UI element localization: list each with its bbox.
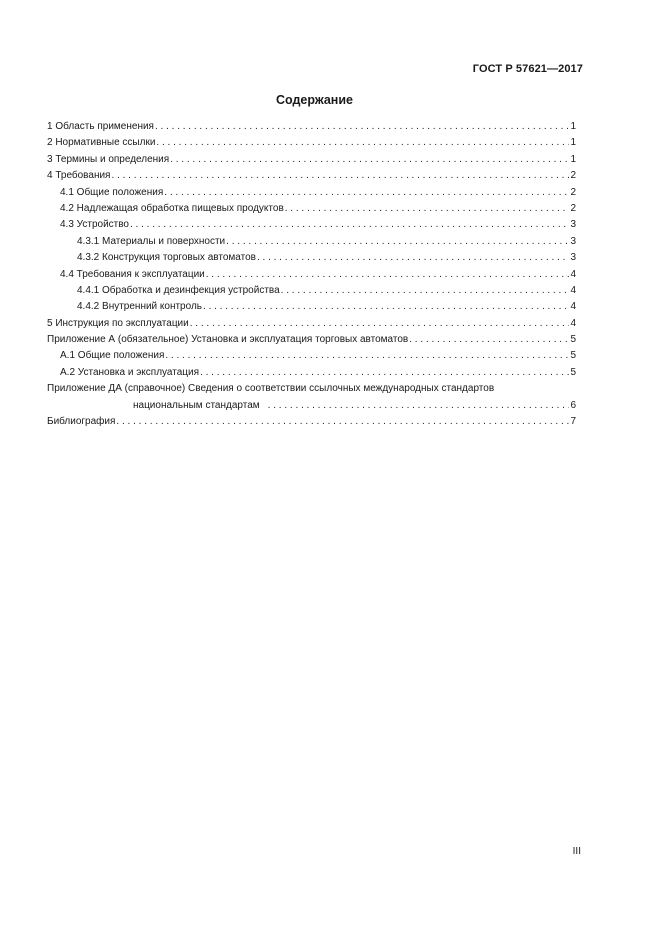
toc-entry-label: Приложение А (обязательное) Установка и эксплуатация торговых автоматов	[47, 334, 409, 346]
toc-entry-page: 4	[570, 268, 576, 280]
document-code: ГОСТ Р 57621—2017	[472, 63, 583, 75]
toc-entry[interactable]	[47, 250, 576, 266]
toc-entry[interactable]	[47, 119, 576, 135]
toc-entry[interactable]	[47, 267, 576, 283]
toc-leader-dots	[268, 398, 570, 414]
toc-leader-dots	[285, 201, 570, 217]
page-number: III	[572, 846, 581, 857]
toc-entry-page: 5	[570, 366, 576, 378]
toc-entry-page: 1	[570, 137, 576, 149]
toc-entry-label: 4.4.1 Обработка и дезинфекция устройства	[77, 284, 280, 296]
toc-entry[interactable]	[47, 316, 576, 332]
toc-entry-label: 4 Требования	[47, 170, 111, 182]
toc-entry[interactable]	[47, 185, 576, 201]
toc-entry[interactable]	[47, 365, 576, 381]
toc-entry-label: 4.2 Надлежащая обработка пищевых продуктов	[60, 202, 284, 214]
toc-entry-page: 4	[570, 284, 576, 296]
toc-entry-page: 6	[570, 399, 576, 411]
toc-entry-label: 4.3.2 Конструкция торговых автоматов	[77, 252, 256, 264]
toc-entry-label: А.2 Установка и эксплуатация	[60, 366, 200, 378]
toc-leader-dots	[170, 152, 569, 168]
toc-leader-dots	[206, 267, 570, 283]
toc-entry-page: 7	[570, 416, 576, 428]
toc-leader-dots	[111, 168, 569, 184]
toc-entry-page: 5	[570, 334, 576, 346]
toc-entry-page: 1	[570, 120, 576, 132]
toc-entry-page: 5	[570, 350, 576, 362]
toc-entry-label: 4.3.1 Материалы и поверхности	[77, 235, 226, 247]
toc-entry-label: 4.1 Общие положения	[60, 186, 164, 198]
toc-leader-dots	[203, 299, 569, 315]
toc-entry-label: А.1 Общие положения	[60, 350, 165, 362]
toc-leader-dots	[190, 316, 570, 332]
toc-leader-dots	[226, 234, 569, 250]
toc-entry[interactable]	[47, 152, 576, 168]
toc-entry-continuation	[47, 398, 576, 414]
toc-entry-page: 4	[570, 317, 576, 329]
toc-entry[interactable]	[47, 348, 576, 364]
toc-entry-label: 1 Область применения	[47, 120, 154, 132]
toc-entry-label: 2 Нормативные ссылки	[47, 137, 156, 149]
toc-leader-dots	[165, 348, 569, 364]
toc-entry-label: 3 Термины и определения	[47, 153, 170, 165]
toc-entry-label: 4.4 Требования к эксплуатации	[60, 268, 205, 280]
toc-entry[interactable]	[47, 414, 576, 430]
toc-leader-dots	[130, 217, 569, 233]
toc-leader-dots	[281, 283, 570, 299]
toc-entry-page: 2	[570, 202, 576, 214]
toc-entry-label: 4.3 Устройство	[60, 219, 129, 231]
toc-entry-label: 4.4.2 Внутренний контроль	[77, 301, 203, 313]
toc-leader-dots	[257, 250, 569, 266]
toc-entry-page: 2	[570, 170, 576, 182]
toc-entry-label-continued: национальным стандартам	[133, 399, 260, 411]
toc-entry[interactable]	[47, 217, 576, 233]
toc-entry-label: 5 Инструкция по эксплуатации	[47, 317, 189, 329]
toc-entry-page: 2	[570, 186, 576, 198]
toc-entry[interactable]	[47, 332, 576, 348]
toc-entry[interactable]	[47, 381, 576, 414]
toc-leader-dots	[116, 414, 569, 430]
table-of-contents	[47, 119, 576, 430]
toc-entry[interactable]	[47, 283, 576, 299]
toc-entry-page: 1	[570, 153, 576, 165]
toc-leader-dots	[200, 365, 569, 381]
toc-entry-label: Библиография	[47, 416, 116, 428]
toc-leader-dots	[164, 185, 569, 201]
toc-leader-dots	[155, 119, 569, 135]
toc-entry[interactable]	[47, 201, 576, 217]
toc-entry[interactable]	[47, 299, 576, 315]
toc-entry-page: 3	[570, 235, 576, 247]
toc-entry[interactable]	[47, 234, 576, 250]
toc-leader-dots	[409, 332, 569, 348]
toc-entry[interactable]	[47, 135, 576, 151]
toc-entry-page: 3	[570, 219, 576, 231]
toc-entry-page: 4	[570, 301, 576, 313]
toc-leader-dots	[156, 135, 569, 151]
toc-entry-page: 3	[570, 252, 576, 264]
toc-title: Содержание	[275, 93, 353, 107]
toc-entry-label: Приложение ДА (справочное) Сведения о соответствии ссылочных международных стандартов	[47, 383, 495, 395]
toc-entry[interactable]	[47, 168, 576, 184]
